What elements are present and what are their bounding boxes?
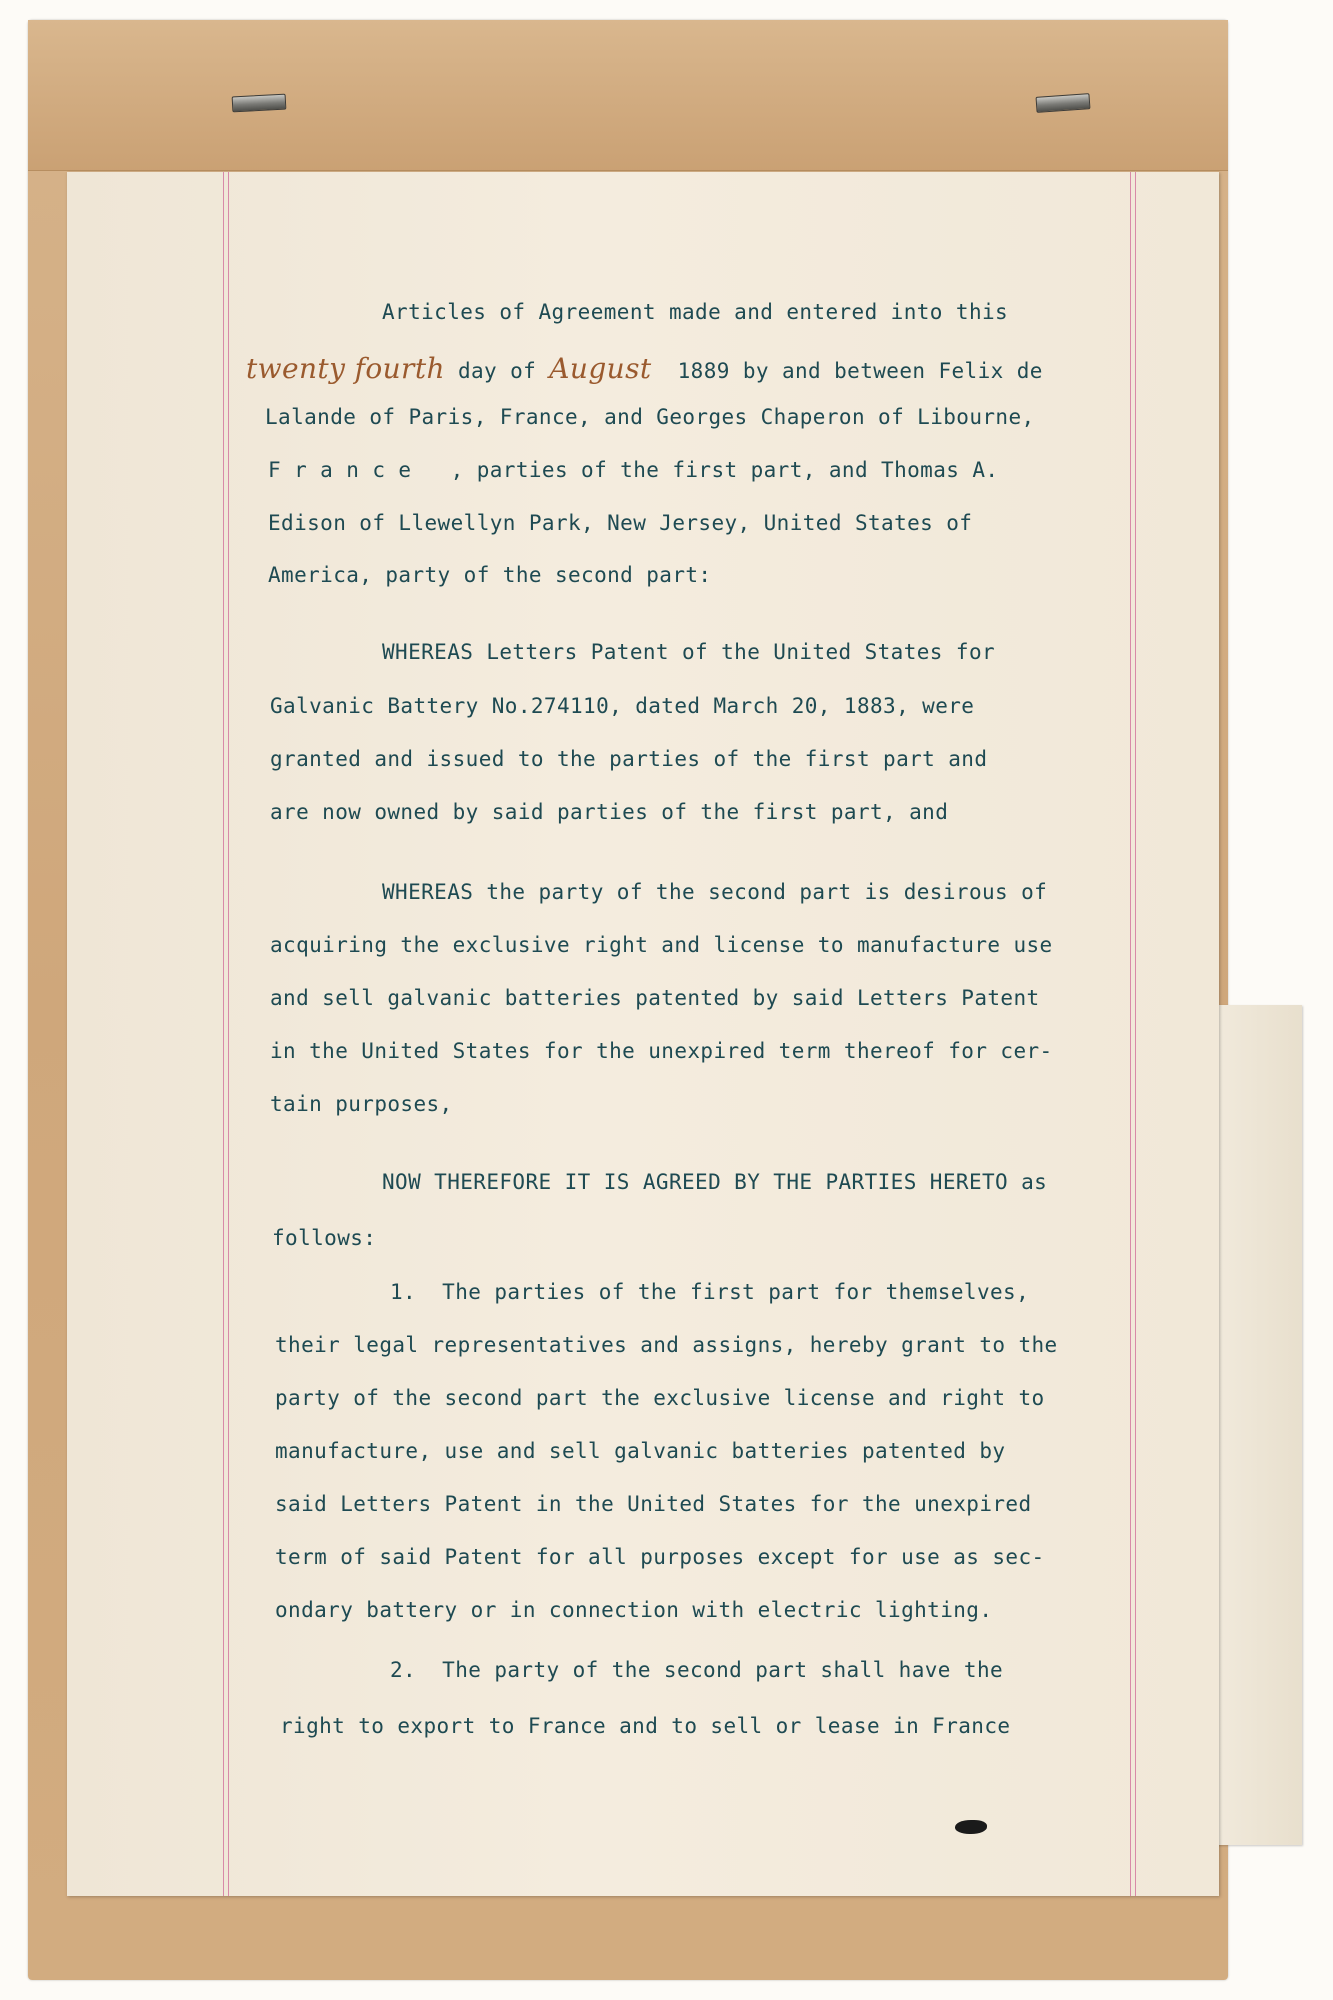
typed-text: Articles of Agreement made and entered into this xyxy=(382,300,1009,324)
text-line-3 xyxy=(265,405,1035,429)
typed-text: America, party of the second part: xyxy=(268,563,712,587)
text-line-14 xyxy=(270,1039,1053,1063)
handwritten-entry: August xyxy=(549,352,652,385)
typed-text: acquiring the exclusive right and license to manufacture use xyxy=(270,933,1053,957)
typed-text: manufacture, use and sell galvanic batteries patented by xyxy=(275,1439,1006,1463)
margin-rule-right xyxy=(1130,172,1131,1896)
text-line-6 xyxy=(268,563,711,587)
text-line-23 xyxy=(275,1545,1045,1569)
typed-page xyxy=(67,172,1219,1896)
typed-text: WHEREAS the party of the second part is desirous of xyxy=(382,880,1048,904)
typed-text: are now owned by said parties of the first part, and xyxy=(270,800,949,824)
typed-text: NOW THEREFORE IT IS AGREED BY THE PARTIES HERETO as xyxy=(382,1170,1048,1194)
text-line-4 xyxy=(268,458,998,482)
typed-text: 1. The parties of the first part for themselves, xyxy=(390,1280,1030,1304)
text-line-10 xyxy=(270,800,948,824)
text-line-2 xyxy=(246,352,1043,385)
text-line-18 xyxy=(390,1280,1029,1304)
ink-blot xyxy=(955,1820,987,1834)
text-line-15 xyxy=(270,1092,453,1116)
text-line-1 xyxy=(382,300,1008,324)
typed-text: in the United States for the unexpired term thereof for cer- xyxy=(270,1039,1053,1063)
typed-text: 2. The party of the second part shall have the xyxy=(390,1658,1004,1682)
typed-text: follows: xyxy=(272,1226,377,1250)
attached-slip xyxy=(1214,1005,1302,1845)
text-line-19 xyxy=(275,1333,1058,1357)
typed-text: granted and issued to the parties of the first part and xyxy=(270,747,988,771)
typed-text: 1889 by and between Felix de xyxy=(651,359,1043,383)
typed-text: F r a n c e , parties of the first part, and Thomas A. xyxy=(268,458,999,482)
text-line-12 xyxy=(270,933,1053,957)
text-line-13 xyxy=(270,986,1040,1010)
typed-text: ondary battery or in connection with electric lighting. xyxy=(275,1598,993,1622)
typed-text: Lalande of Paris, France, and Georges Chaperon of Libourne, xyxy=(265,405,1035,429)
typed-text: said Letters Patent in the United States for the unexpired xyxy=(275,1492,1032,1516)
typed-text: their legal representatives and assigns, hereby grant to the xyxy=(275,1333,1058,1357)
text-line-9 xyxy=(270,747,987,771)
typed-text: Edison of Llewellyn Park, New Jersey, United States of xyxy=(268,511,973,535)
text-line-26 xyxy=(280,1714,1010,1738)
text-line-24 xyxy=(275,1598,992,1622)
text-line-5 xyxy=(268,511,972,535)
text-line-7 xyxy=(382,640,995,664)
text-line-25 xyxy=(390,1658,1003,1682)
text-line-11 xyxy=(382,880,1047,904)
typed-text: right to export to France and to sell or lease in France xyxy=(280,1714,1011,1738)
typed-text: term of said Patent for all purposes except for use as sec- xyxy=(275,1545,1045,1569)
margin-rule-left-inner xyxy=(228,172,229,1896)
staple-left xyxy=(232,94,287,113)
typed-text: day of xyxy=(444,359,550,383)
typed-text: tain purposes, xyxy=(270,1092,453,1116)
typed-text: WHEREAS Letters Patent of the United States for xyxy=(382,640,996,664)
text-line-21 xyxy=(275,1439,1005,1463)
text-line-17 xyxy=(272,1226,376,1250)
handwritten-entry: twenty fourth xyxy=(246,352,445,385)
typed-text: party of the second part the exclusive license and right to xyxy=(275,1386,1045,1410)
text-line-20 xyxy=(275,1386,1045,1410)
margin-rule-left xyxy=(223,172,224,1896)
typed-text: and sell galvanic batteries patented by said Letters Patent xyxy=(270,986,1040,1010)
text-line-16 xyxy=(382,1170,1047,1194)
text-line-22 xyxy=(275,1492,1032,1516)
text-line-8 xyxy=(270,694,974,718)
typed-text: Galvanic Battery No.274110, dated March 20, 1883, were xyxy=(270,694,975,718)
margin-rule-right-outer xyxy=(1135,172,1136,1896)
